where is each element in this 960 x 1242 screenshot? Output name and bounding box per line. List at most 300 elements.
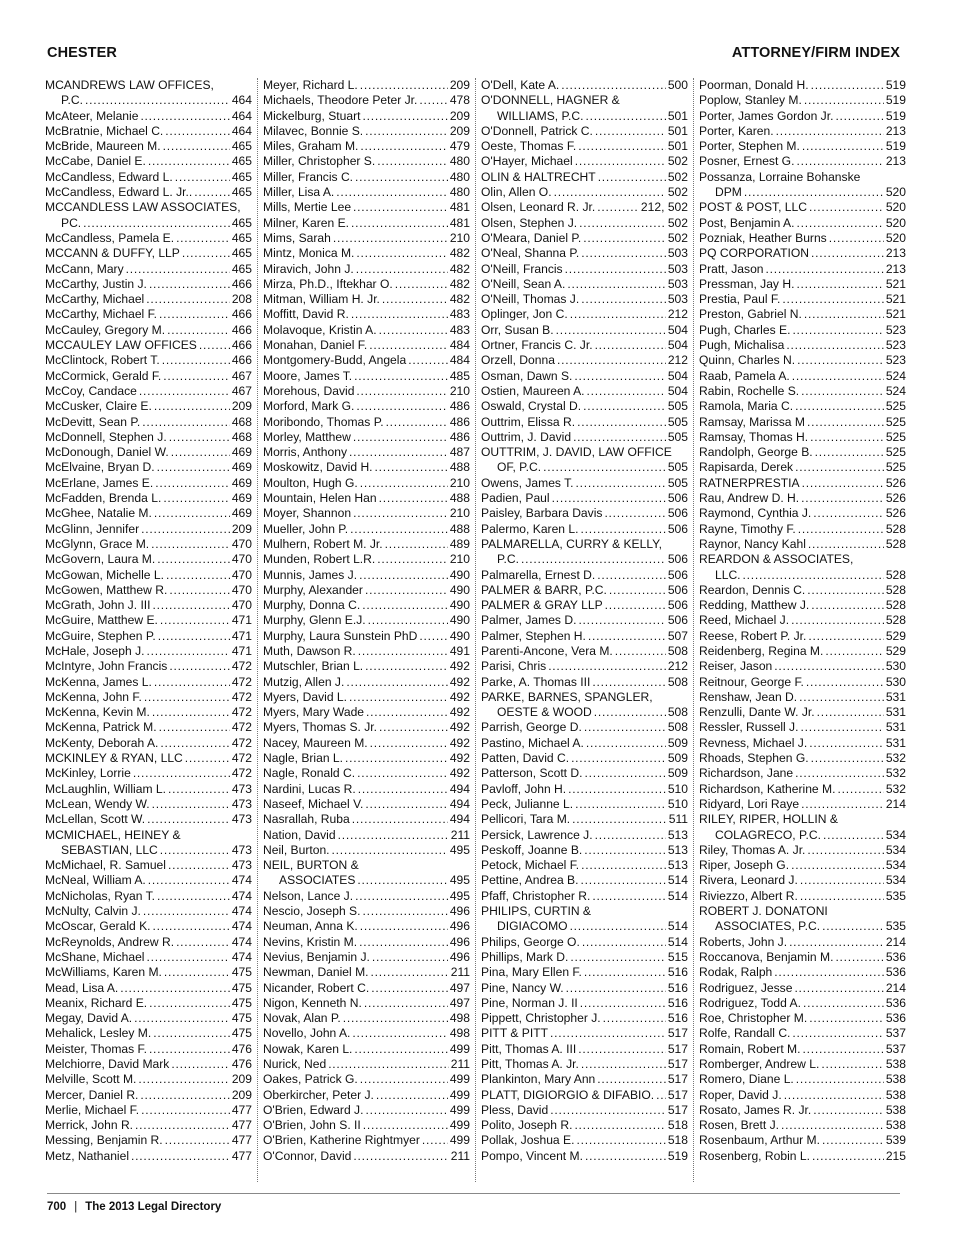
entry-page: 472 xyxy=(231,705,252,720)
entry-page: 525 xyxy=(885,414,906,429)
dot-leader xyxy=(774,965,884,980)
index-entry xyxy=(699,720,906,735)
dot-leader xyxy=(153,1026,230,1041)
dot-leader xyxy=(369,338,448,353)
entry-page: 506 xyxy=(667,552,688,567)
entry-page: 504 xyxy=(667,322,688,337)
dot-leader xyxy=(795,460,884,475)
index-entry xyxy=(481,919,688,934)
entry-name: Plankinton, Mary Ann xyxy=(481,1072,596,1087)
dot-leader xyxy=(580,522,665,537)
entry-name: Oakes, Patrick G. xyxy=(263,1072,358,1087)
dot-leader xyxy=(794,981,883,996)
entry-page: 498 xyxy=(449,1026,470,1041)
dot-leader xyxy=(333,231,448,246)
entry-name: LLC. xyxy=(715,567,741,582)
dot-leader xyxy=(351,307,448,322)
entry-name: Morford, Mark G. xyxy=(263,399,355,414)
entry-page: 489 xyxy=(449,536,470,551)
entry-name: P.C. xyxy=(497,552,519,567)
index-entry xyxy=(699,1072,906,1087)
entry-name: Owens, James T. xyxy=(481,475,574,490)
index-entry xyxy=(699,231,906,246)
dot-leader xyxy=(154,506,230,521)
index-entry xyxy=(481,858,688,873)
dot-leader xyxy=(795,399,884,414)
index-entry xyxy=(481,78,688,93)
index-entry xyxy=(481,1149,688,1164)
entry-name: Rapisarda, Derek xyxy=(699,460,794,475)
entry-page: 499 xyxy=(449,1102,470,1117)
entry-name: Rosato, James R. Jr. xyxy=(699,1102,812,1117)
entry-name: Parke, A. Thomas III xyxy=(481,674,591,689)
entry-page: 516 xyxy=(667,995,688,1010)
index-entry xyxy=(263,644,470,659)
entry-page: 482 xyxy=(449,261,470,276)
dot-leader xyxy=(808,629,883,644)
dot-leader xyxy=(120,981,230,996)
index-entry xyxy=(481,384,688,399)
index-entry xyxy=(45,751,252,766)
entry-name: Raynor, Nancy Kahl xyxy=(699,536,806,551)
entry-name: Romero, Diane L. xyxy=(699,1072,794,1087)
entry-page: 213 xyxy=(885,246,906,261)
dot-leader xyxy=(802,476,884,491)
dot-leader xyxy=(609,583,666,598)
dot-leader xyxy=(355,170,448,185)
index-entry xyxy=(263,1042,470,1057)
dot-leader xyxy=(803,996,884,1011)
dot-leader xyxy=(801,491,884,506)
entry-page: 536 xyxy=(885,995,906,1010)
index-entry xyxy=(481,996,688,1011)
index-entry xyxy=(45,415,252,430)
dot-leader xyxy=(158,629,230,644)
index-entry xyxy=(699,782,906,797)
entry-page: 505 xyxy=(667,399,688,414)
entry-name: SEBASTIAN, LLC xyxy=(61,842,158,857)
entry-name: Patten, David C. xyxy=(481,751,570,766)
entry-name: Murphy, Alexander xyxy=(263,582,363,597)
index-entry xyxy=(263,981,470,996)
index-entry xyxy=(263,904,470,919)
entry-page: 532 xyxy=(885,766,906,781)
dot-leader xyxy=(83,216,230,231)
index-entry xyxy=(263,415,470,430)
index-entry xyxy=(699,766,906,781)
entry-page: 528 xyxy=(885,598,906,613)
index-entry xyxy=(263,705,470,720)
entry-page: 502 xyxy=(667,230,688,245)
index-entry-heading xyxy=(699,812,906,827)
dot-leader xyxy=(148,873,230,888)
entry-page: 487 xyxy=(449,445,470,460)
dot-leader xyxy=(822,919,884,934)
index-entry xyxy=(263,460,470,475)
dot-leader xyxy=(812,1149,884,1164)
index-entry xyxy=(45,552,252,567)
entry-page: 208 xyxy=(231,292,252,307)
entry-name: OF, P.C. xyxy=(497,460,542,475)
index-entry xyxy=(263,537,470,552)
dot-leader xyxy=(597,568,666,583)
entry-name: Pless, David xyxy=(481,1102,549,1117)
entry-name: Pugh, Charles E. xyxy=(699,322,791,337)
index-column-1 xyxy=(45,78,252,1182)
dot-leader xyxy=(575,154,666,169)
index-entry xyxy=(699,491,906,506)
entry-name: Persick, Lawrence J. xyxy=(481,827,593,842)
index-entry xyxy=(481,797,688,812)
entry-name: Porter, Stephen M. xyxy=(699,139,800,154)
index-entry xyxy=(263,1072,470,1087)
entry-name: Mueller, John P. xyxy=(263,521,349,536)
dot-leader xyxy=(796,1072,884,1087)
entry-name: Mickelburg, Stuart xyxy=(263,108,361,123)
entry-page: 519 xyxy=(885,78,906,92)
entry-name: Metz, Nathaniel xyxy=(45,1148,130,1163)
entry-page: 477 xyxy=(231,1148,252,1163)
entry-page: 468 xyxy=(231,414,252,429)
entry-name: DPM xyxy=(715,185,742,200)
entry-name: Rivera, Leonard J. xyxy=(699,873,798,888)
entry-name: Romberger, Andrew L. xyxy=(699,1057,820,1071)
index-entry xyxy=(263,109,470,124)
entry-name: Nation, David xyxy=(263,827,336,842)
entry-page: 508 xyxy=(667,705,688,720)
dot-leader xyxy=(781,1118,884,1133)
index-entry xyxy=(699,1103,906,1118)
dot-leader xyxy=(565,262,666,277)
entry-page: 211 xyxy=(450,1148,470,1163)
entry-page: 212, 502 xyxy=(640,200,688,215)
entry-name: O'Brien, Edward J. xyxy=(263,1102,364,1117)
index-entry xyxy=(263,568,470,583)
index-entry xyxy=(699,399,906,414)
dot-leader xyxy=(360,476,448,491)
entry-name: Mutschler, Brian L. xyxy=(263,659,364,674)
entry-name: Oberkircher, Peter J. xyxy=(263,1087,374,1102)
dot-leader xyxy=(160,613,230,628)
entry-name: Palermo, Karen L. xyxy=(481,521,579,536)
entry-name: Morehous, David xyxy=(263,383,355,398)
index-entry xyxy=(481,399,688,414)
dot-leader xyxy=(358,782,448,797)
entry-name: PLATT, DIGIORGIO & DIFABIO. xyxy=(481,1087,655,1102)
entry-name: Parenti-Ancone, Vera M. xyxy=(481,643,613,658)
index-entry xyxy=(699,1118,906,1133)
entry-name: Parrish, George D. xyxy=(481,720,582,735)
entry-name: Rhoads, Stephen G. xyxy=(699,751,809,766)
dot-leader xyxy=(169,430,230,445)
index-entry xyxy=(699,659,906,674)
entry-name: Milavec, Bonnie S. xyxy=(263,123,364,138)
index-entry xyxy=(699,736,906,751)
dot-leader xyxy=(163,491,230,506)
dot-leader xyxy=(166,568,230,583)
dot-leader xyxy=(579,216,666,231)
index-entry xyxy=(699,307,906,322)
dot-leader xyxy=(175,170,230,185)
index-entry-heading xyxy=(481,690,688,705)
entry-page: 520 xyxy=(885,200,906,215)
dot-leader xyxy=(581,858,666,873)
entry-name: Moulton, Hugh G. xyxy=(263,475,358,490)
entry-page: 466 xyxy=(231,353,252,368)
dot-leader xyxy=(776,124,884,139)
entry-page: 465 xyxy=(231,246,252,261)
dot-leader xyxy=(598,170,666,185)
entry-page: 467 xyxy=(231,368,252,383)
index-entry xyxy=(263,1011,470,1026)
entry-name: OUTTRIM, J. DAVID, LAW OFFICE xyxy=(481,445,672,460)
dot-leader xyxy=(578,139,666,154)
entry-page: 504 xyxy=(667,383,688,398)
entry-page: 535 xyxy=(885,888,906,903)
entry-name: ROBERT J. DONATONI xyxy=(699,904,828,919)
entry-name: Peck, Julianne L. xyxy=(481,796,574,811)
entry-page: 210 xyxy=(449,506,470,521)
index-entry xyxy=(45,720,252,735)
dot-leader xyxy=(194,185,230,200)
entry-page: 473 xyxy=(231,858,252,873)
dot-leader xyxy=(159,307,230,322)
entry-page: 473 xyxy=(231,812,252,827)
index-entry xyxy=(263,613,470,628)
index-entry xyxy=(699,216,906,231)
dot-leader xyxy=(597,200,639,215)
entry-name: Messing, Benjamin R. xyxy=(45,1133,163,1148)
entry-name: McGowen, Matthew R. xyxy=(45,582,168,597)
entry-page: 502 xyxy=(667,154,688,169)
entry-page: 475 xyxy=(231,980,252,995)
entry-page: 478 xyxy=(449,93,470,108)
entry-page: 526 xyxy=(885,475,906,490)
entry-name: McGrath, John J. III xyxy=(45,598,151,613)
entry-name: Reese, Robert P. Jr. xyxy=(699,628,807,643)
dot-leader xyxy=(142,415,230,430)
dot-leader xyxy=(792,1026,883,1041)
dot-leader xyxy=(561,78,666,93)
index-entry xyxy=(45,246,252,261)
dot-leader xyxy=(575,797,666,812)
index-entry xyxy=(263,292,470,307)
index-entry xyxy=(699,1057,906,1072)
entry-name: McElvaine, Bryan D. xyxy=(45,460,155,475)
dot-leader xyxy=(813,506,884,521)
entry-name: Mitman, William H. Jr. xyxy=(263,292,380,307)
index-entry xyxy=(263,124,470,139)
entry-name: McWilliams, Karen M. xyxy=(45,965,162,980)
index-entry xyxy=(45,522,252,537)
dot-leader xyxy=(131,1149,230,1164)
index-entry xyxy=(45,598,252,613)
entry-name: McBratnie, Michael C. xyxy=(45,123,164,138)
entry-name: Neil, Burton. xyxy=(263,842,330,857)
entry-page: 209 xyxy=(231,521,252,536)
dot-leader xyxy=(355,889,448,904)
dot-leader xyxy=(379,720,448,735)
entry-page: 465 xyxy=(231,169,252,184)
entry-name: Peskoff, Joanne B. xyxy=(481,842,583,857)
dot-leader xyxy=(801,384,884,399)
entry-page: 477 xyxy=(231,1102,252,1117)
entry-name: Naseef, Michael V. xyxy=(263,796,364,811)
entry-name: Nevius, Benjamin J. xyxy=(263,949,370,964)
dot-leader xyxy=(363,1118,448,1133)
entry-page: 474 xyxy=(231,919,252,934)
dot-leader xyxy=(356,262,448,277)
entry-name: MCCAULEY LAW OFFICES xyxy=(45,338,197,353)
entry-name: Roccanova, Benjamin M. xyxy=(699,949,834,964)
dot-leader xyxy=(371,965,449,980)
index-entry xyxy=(45,629,252,644)
entry-page: 517 xyxy=(667,1026,688,1041)
entry-page: 212 xyxy=(667,353,688,368)
entry-page: 528 xyxy=(885,613,906,628)
dot-leader xyxy=(171,445,230,460)
index-entry xyxy=(481,981,688,996)
dot-leader xyxy=(171,1057,229,1072)
index-entry xyxy=(263,782,470,797)
entry-page: 488 xyxy=(449,521,470,536)
entry-page: 514 xyxy=(667,919,688,934)
index-entry xyxy=(45,583,252,598)
entry-name: Nevins, Kristin M. xyxy=(263,934,358,949)
index-entry xyxy=(263,828,470,843)
entry-page: 490 xyxy=(449,613,470,628)
entry-page: 517 xyxy=(667,1041,688,1056)
entry-page: 475 xyxy=(231,995,252,1010)
index-entry xyxy=(263,766,470,781)
dot-leader xyxy=(148,154,230,169)
entry-name: Oplinger, Jon C. xyxy=(481,307,568,322)
entry-page: 470 xyxy=(231,598,252,613)
dot-leader xyxy=(144,690,230,705)
dot-leader xyxy=(379,323,448,338)
dot-leader xyxy=(134,1011,230,1026)
dot-leader xyxy=(803,1042,884,1057)
entry-name: NEIL, BURTON & xyxy=(263,858,359,873)
entry-name: Pellicori, Tara M. xyxy=(481,812,571,827)
entry-page: 513 xyxy=(667,842,688,857)
index-entry xyxy=(263,736,470,751)
entry-name: Morley, Matthew xyxy=(263,429,351,444)
entry-name: Redding, Matthew J. xyxy=(699,598,810,613)
entry-page: 536 xyxy=(885,1011,906,1026)
index-entry xyxy=(263,154,470,169)
index-entry xyxy=(699,537,906,552)
index-entry xyxy=(263,399,470,414)
index-entry xyxy=(45,384,252,399)
entry-page: 494 xyxy=(449,781,470,796)
dot-leader xyxy=(809,1011,884,1026)
index-entry xyxy=(699,996,906,1011)
entry-page: 210 xyxy=(449,383,470,398)
entry-page: 506 xyxy=(667,506,688,521)
index-entry xyxy=(45,889,252,904)
entry-name: MCMICHAEL, HEINEY & xyxy=(45,827,181,842)
entry-name: Moore, James T. xyxy=(263,368,353,383)
entry-name: McNicholas, Ryan T. xyxy=(45,888,156,903)
index-entry xyxy=(45,1026,252,1041)
entry-name: Riley, Thomas A. Jr. xyxy=(699,842,806,857)
dot-leader xyxy=(789,935,884,950)
entry-page: 486 xyxy=(449,414,470,429)
entry-name: McGovern, Laura M. xyxy=(45,552,156,567)
index-entry xyxy=(481,1088,688,1103)
dot-leader xyxy=(802,139,884,154)
entry-page: 530 xyxy=(885,659,906,674)
entry-name: Miles, Graham M. xyxy=(263,139,359,154)
entry-page: 485 xyxy=(449,368,470,383)
index-entry xyxy=(263,552,470,567)
dot-leader xyxy=(580,996,666,1011)
entry-name: Rolfe, Randall C. xyxy=(699,1026,791,1041)
entry-name: Meyer, Richard L. xyxy=(263,78,358,92)
entry-name: Petock, Michael F. xyxy=(481,858,580,873)
index-entry xyxy=(263,935,470,950)
entry-page: 505 xyxy=(667,414,688,429)
index-entry xyxy=(45,460,252,475)
entry-page: 466 xyxy=(231,307,252,322)
index-entry xyxy=(699,583,906,598)
entry-page: 514 xyxy=(667,888,688,903)
entry-page: 506 xyxy=(667,613,688,628)
index-entry xyxy=(699,185,906,200)
entry-page: 510 xyxy=(667,781,688,796)
entry-name: Raab, Pamela A. xyxy=(699,368,790,383)
dot-leader xyxy=(815,445,884,460)
entry-name: Nasrallah, Ruba xyxy=(263,812,350,827)
entry-name: McCusker, Claire E. xyxy=(45,399,152,414)
index-entry xyxy=(263,1088,470,1103)
entry-page: 469 xyxy=(231,460,252,475)
entry-name: Reiser, Jason xyxy=(699,659,773,674)
entry-name: Porter, James Gordon Jr. xyxy=(699,108,834,123)
dot-leader xyxy=(587,384,666,399)
dot-leader xyxy=(574,1118,665,1133)
dot-leader xyxy=(146,950,229,965)
entry-name: Poorman, Donald H. xyxy=(699,78,809,92)
entry-name: McBride, Maureen M. xyxy=(45,139,161,154)
entry-page: 209 xyxy=(449,108,470,123)
entry-page: 525 xyxy=(885,460,906,475)
entry-name: McDevitt, Sean P. xyxy=(45,414,141,429)
index-entry xyxy=(45,996,252,1011)
dot-leader xyxy=(345,751,448,766)
entry-page: 496 xyxy=(449,919,470,934)
dot-leader xyxy=(796,154,883,169)
entry-name: Outtrim, J. David xyxy=(481,429,572,444)
index-entry-heading xyxy=(481,904,688,919)
entry-name: Pitt, Thomas A. Jr. xyxy=(481,1057,579,1071)
entry-page: 472 xyxy=(231,766,252,781)
index-entry xyxy=(45,491,252,506)
entry-page: 519 xyxy=(667,1148,688,1163)
entry-name: MCKINLEY & RYAN, LLC xyxy=(45,751,183,766)
index-entry xyxy=(263,1103,470,1118)
entry-name: McKenna, Patrick M. xyxy=(45,720,157,735)
entry-name: Posner, Ernest G. xyxy=(699,154,795,169)
entry-name: POST & POST, LLC xyxy=(699,200,807,215)
entry-name: McCarthy, Michael xyxy=(45,292,145,307)
entry-page: 211 xyxy=(450,965,470,980)
index-entry xyxy=(481,139,688,154)
index-entry xyxy=(45,1149,252,1164)
index-entry xyxy=(699,598,906,613)
entry-name: Nurick, Ned xyxy=(263,1057,327,1071)
